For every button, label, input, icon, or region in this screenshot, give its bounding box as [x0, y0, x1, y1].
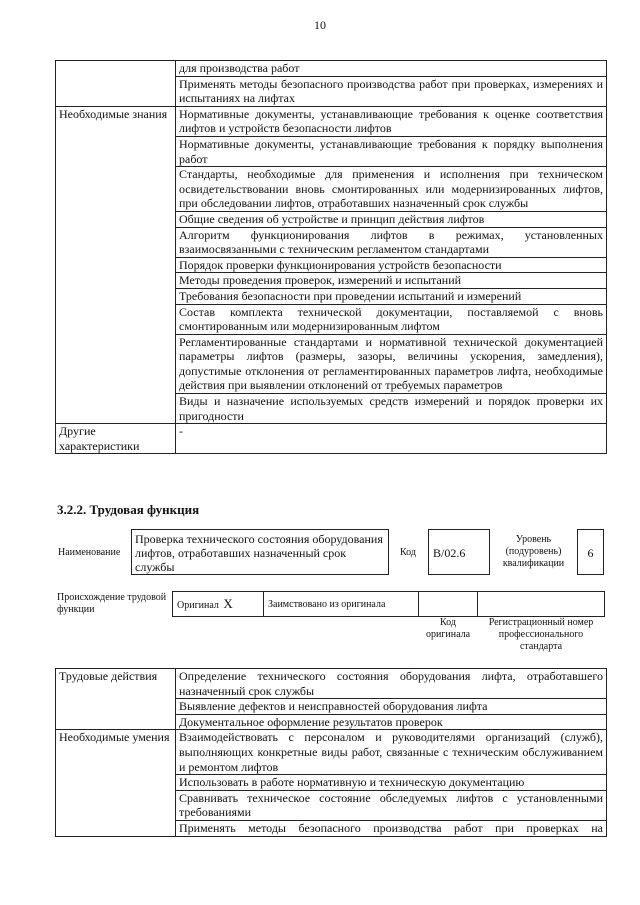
table-cell: Документальное оформление результатов проверок [176, 714, 607, 730]
original-mark: X [223, 596, 233, 611]
original-text: Оригинал [177, 600, 219, 611]
actions-table [55, 668, 607, 837]
table-cell: Выявление дефектов и неисправностей оборудования лифта [176, 699, 607, 715]
table-cell: Стандарты, необходимые для применения и исполнения при техническом освидетельствовании вновь смонтированных или модернизированных лифтов, при обследовании лифтов, отработавших назначенный срок службы [176, 167, 607, 212]
table-cell: Нормативные документы, устанавливающие требования к оценке соответствия лифтов и устройств безопасности лифтов [176, 106, 607, 136]
registration-number-cell [477, 591, 605, 617]
table-cell: Регламентированные стандартами и нормативной технической документацией параметры лифтов (размеры, зазоры, величины ускорения, замедления), допустимые отклонения от регламентированных параметров лифта, необходимые действия при выявлении отклонений от требуемых параметров [176, 334, 607, 393]
registration-caption: Регистрационный номер профессионального стандарта [488, 617, 594, 652]
table-cell: Взаимодействовать с персоналом и руководителями организаций (служб), выполняющих конкретные виды работ, связанные с техническим обслуживанием и ремонтом лифтов [176, 730, 607, 775]
table-row [56, 730, 607, 775]
table-cell: Использовать в работе нормативную и техническую документацию [176, 775, 607, 791]
level-label: Уровень (подуровень) квалификации [502, 534, 565, 569]
row-label: Трудовые действия [56, 669, 176, 730]
table-cell: Применять методы безопасного производства работ при проверках, измерениях и испытаниях на лифтах [176, 76, 607, 106]
table-row [56, 61, 607, 77]
table-cell: Нормативные документы, устанавливающие требования к порядку выполнения работ [176, 136, 607, 166]
table-cell: Требования безопасности при проведении испытаний и измерений [176, 288, 607, 304]
function-code-box: B/02.6 [428, 529, 490, 575]
row-label: Необходимые знания [56, 106, 176, 423]
code-caption: Код оригинала [425, 617, 471, 640]
table-cell: Виды и назначение используемых средств измерений и порядок проверки их пригодности [176, 394, 607, 424]
table-cell: Алгоритм функционирования лифтов в режимах, установленных взаимосвязанными с техническим регламентом стандартами [176, 227, 607, 257]
row-label [56, 61, 176, 107]
origin-label: Происхождение трудовой функции [57, 592, 167, 615]
table-cell: Методы проведения проверок, измерений и испытаний [176, 273, 607, 289]
row-label: Необходимые умения [56, 730, 176, 836]
section-heading: 3.2.2. Трудовая функция [57, 502, 200, 517]
level-box: 6 [577, 529, 604, 575]
table-cell: Сравнивать техническое состояние обследуемых лифтов с установленными требованиями [176, 790, 607, 820]
knowledge-table [55, 60, 607, 454]
borrowed-text: Заимствовано из оригинала [268, 599, 386, 610]
row-label: Другие характеристики [56, 424, 176, 454]
table-row [56, 424, 607, 454]
table-cell: Состав комплекта технической документации, поставляемой с вновь смонтированным или модернизированным лифтом [176, 304, 607, 334]
table-cell: Применять методы безопасного производства работ при проверках на [176, 820, 607, 836]
borrowed-cell [263, 591, 419, 617]
original-code-cell [418, 591, 478, 617]
code-label: Код [400, 547, 416, 558]
table-row [56, 106, 607, 136]
table-cell: - [176, 424, 607, 454]
table-row [56, 669, 607, 699]
table-cell: Порядок проверки функционирования устройств безопасности [176, 257, 607, 273]
original-cell [172, 591, 264, 617]
page-number: 10 [314, 18, 326, 32]
function-name-box: Проверка технического состояния оборудования лифтов, отработавших назначенный срок службы [131, 529, 389, 575]
table-cell: Общие сведения об устройстве и принцип действия лифтов [176, 211, 607, 227]
table-cell: Определение технического состояния оборудования лифта, отработавшего назначенный срок службы [176, 669, 607, 699]
name-label: Наименование [58, 547, 121, 558]
table-cell: для производства работ [176, 61, 607, 77]
